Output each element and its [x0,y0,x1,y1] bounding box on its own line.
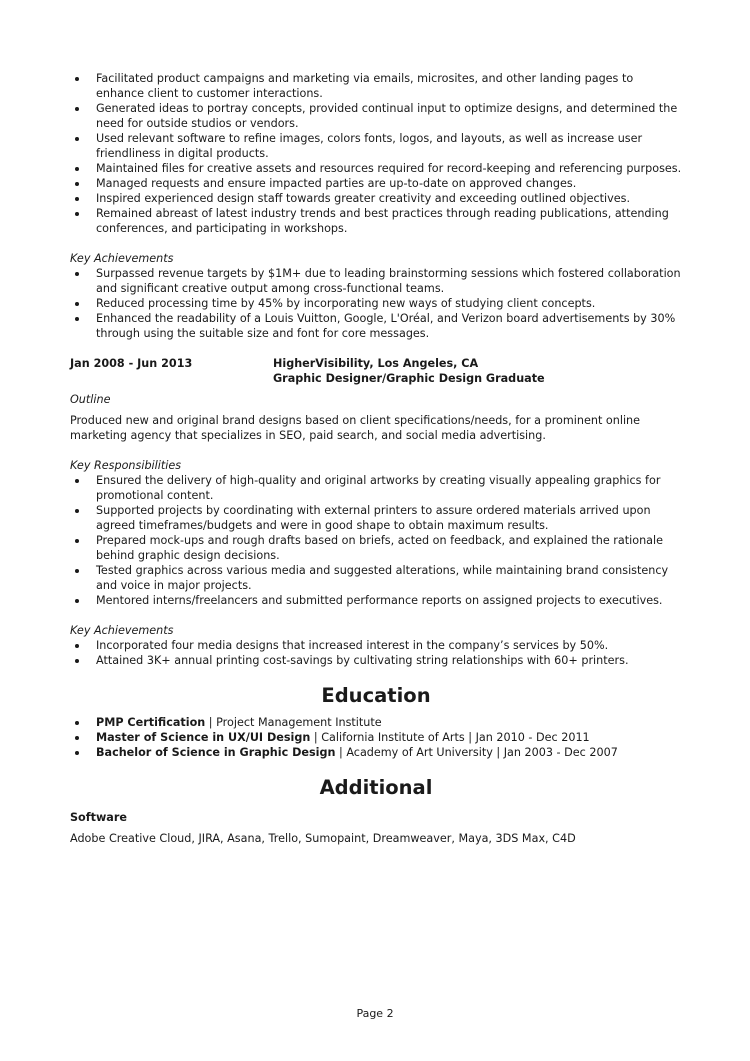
list-item: Reduced processing time by 45% by incorporating new ways of studying client concepts. [70,296,682,311]
list-item: Enhanced the readability of a Louis Vuitton, Google, L'Oréal, and Verizon board advertisements by 30% through using the suitable size and font for core messages. [70,311,682,341]
list-item: Prepared mock-ups and rough drafts based on briefs, acted on feedback, and explained the rationale behind graphic design decisions. [70,533,682,563]
list-item: Surpassed revenue targets by $1M+ due to leading brainstorming sessions which fostered collaboration and significant creative output among cross-functional teams. [70,266,682,296]
resume-page [70,71,682,846]
list-item: Ensured the delivery of high-quality and original artworks by creating visually appealing graphics for promotional content. [70,473,682,503]
education-detail: | Academy of Art University | Jan 2003 - Dec 2007 [335,746,618,759]
job2-achievements-list [70,638,682,668]
job2-outline-label: Outline [70,393,111,406]
list-item: Used relevant software to refine images, colors fonts, logos, and layouts, as well as increase user friendliness in digital products. [70,131,682,161]
list-item: Managed requests and ensure impacted parties are up-to-date on approved changes. [70,176,682,191]
job2-header [70,356,682,386]
education-name: PMP Certification [96,716,206,729]
list-item: Generated ideas to portray concepts, provided continual input to optimize designs, and determined the need for outside studios or vendors. [70,101,682,131]
education-list [70,715,682,760]
list-item: Facilitated product campaigns and marketing via emails, microsites, and other landing pages to enhance client to customer interactions. [70,71,682,101]
education-item [70,715,682,730]
job1-achievements-label: Key Achievements [70,252,174,265]
software-list: Adobe Creative Cloud, JIRA, Asana, Trello, Sumopaint, Dreamweaver, Maya, 3DS Max, C4D [70,832,576,845]
job1-achievements-list [70,266,682,341]
education-item [70,745,682,760]
job2-info [273,356,545,386]
page-number: Page 2 [356,1007,394,1020]
job2-responsibilities-label: Key Responsibilities [70,459,182,472]
job1-responsibilities-list [70,71,682,236]
job2-outline: Produced new and original brand designs based on client specifications/needs, for a prominent online marketing agency that specializes in SEO, paid search, and social media advertising. [70,414,641,442]
education-name: Bachelor of Science in Graphic Design [96,746,336,759]
list-item: Attained 3K+ annual printing cost-savings by cultivating string relationships with 60+ printers. [70,653,682,668]
list-item: Maintained files for creative assets and resources required for record-keeping and referencing purposes. [70,161,682,176]
education-item [70,730,682,745]
job2-company: HigherVisibility, Los Angeles, CA [273,357,479,370]
software-label: Software [70,811,127,824]
job2-responsibilities-list [70,473,682,608]
education-detail: | California Institute of Arts | Jan 2010 - Dec 2011 [310,731,590,744]
list-item: Inspired experienced design staff towards greater creativity and exceeding outlined objectives. [70,191,682,206]
list-item: Tested graphics across various media and suggested alterations, while maintaining brand consistency and voice in major projects. [70,563,682,593]
education-heading: Education [321,684,431,707]
list-item: Remained abreast of latest industry trends and best practices through reading publications, attending conferences, and participating in workshops. [70,206,682,236]
list-item: Supported projects by coordinating with external printers to assure ordered materials arrived upon agreed timeframes/budgets and were in good shape to obtain maximum results. [70,503,682,533]
education-name: Master of Science in UX/UI Design [96,731,311,744]
additional-heading: Additional [319,776,433,799]
list-item: Incorporated four media designs that increased interest in the company’s services by 50%. [70,638,682,653]
job2-title: Graphic Designer/Graphic Design Graduate [273,372,545,385]
list-item: Mentored interns/freelancers and submitted performance reports on assigned projects to executives. [70,593,682,608]
job2-achievements-label: Key Achievements [70,624,174,637]
job2-dates: Jan 2008 - Jun 2013 [70,357,193,370]
education-detail: | Project Management Institute [205,716,382,729]
